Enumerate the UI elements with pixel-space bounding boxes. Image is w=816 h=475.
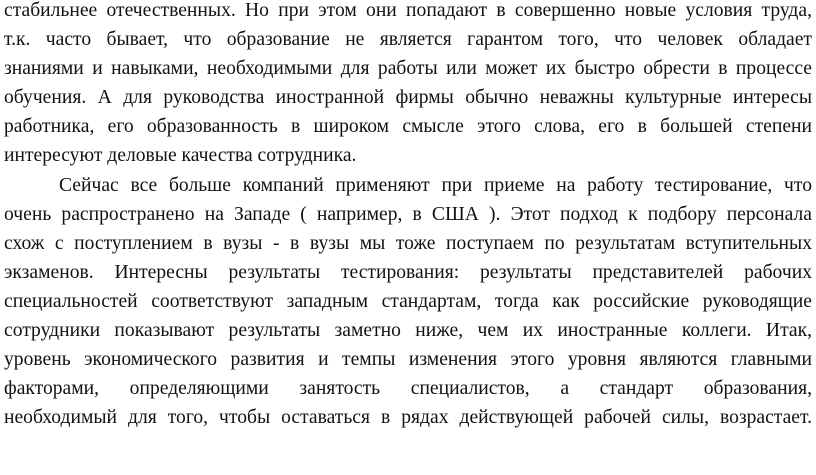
text-line: стабильнее отечественных. Но при этом они попадают в совершенно новые условия труда,: [4, 0, 812, 21]
text-line: уровень экономического развития и темпы изменения этого уровня являются главными: [4, 349, 812, 371]
text-line: работника, его образованность в широком смысле этого слова, его в большей степени: [4, 116, 812, 138]
text-line: экзаменов. Интересны результаты тестирования: результаты представителей рабочих: [4, 261, 812, 283]
text-line: очень распространено на Западе ( например, в США ). Этот подход к подбору персонала: [4, 203, 812, 225]
text-line: схож с поступлением в вузы - в вузы мы тоже поступаем по результатам вступительных: [4, 232, 812, 254]
text-line: интересуют деловые качества сотрудника.: [4, 145, 357, 167]
text-line: необходимый для того, чтобы оставаться в рядах действующей рабочей силы, возрастает.: [4, 407, 812, 429]
text-line: Сейчас все больше компаний применяют при приеме на работу тестирование, что: [59, 174, 812, 196]
text-line: знаниями и навыками, необходимыми для работы или может их быстро обрести в процессе: [4, 58, 812, 80]
text-line: обучения. А для руководства иностранной фирмы обычно неважны культурные интересы: [4, 87, 812, 109]
text-line: сотрудники показывают результаты заметно ниже, чем их иностранные коллеги. Итак,: [4, 320, 812, 342]
text-line: т.к. часто бывает, что образование не является гарантом того, что человек обладает: [4, 29, 812, 51]
text-line: специальностей соответствуют западным стандартам, тогда как российские руководящие: [4, 290, 812, 312]
paragraph-1: [4, 0, 812, 171]
text-line: факторами, определяющими занятость специалистов, а стандарт образования,: [4, 378, 812, 400]
paragraph-2: [4, 171, 812, 433]
document-text: [4, 0, 812, 432]
